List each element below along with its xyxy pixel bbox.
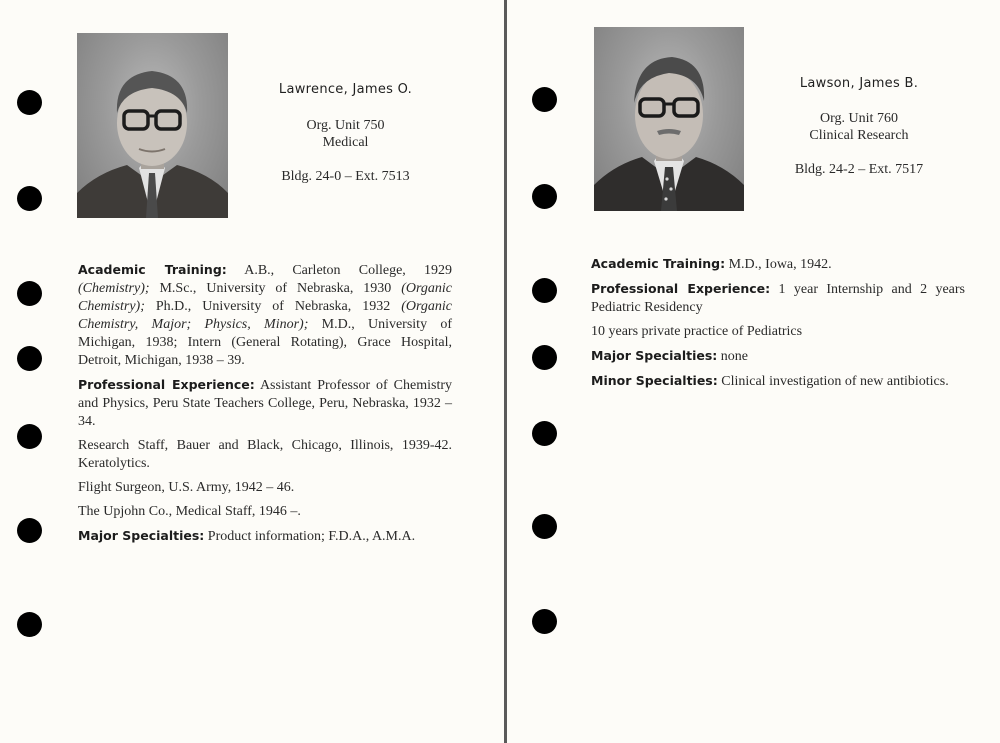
- academic-training-label: Academic Training:: [591, 256, 726, 271]
- left-binder-hole: [17, 518, 42, 543]
- left-binder-hole: [17, 281, 42, 306]
- right-binder-hole: [532, 421, 557, 446]
- experience-item: Research Staff, Bauer and Black, Chicago, Illinois, 1939-42. Keratolytics.: [78, 438, 452, 471]
- experience-item: 10 years private practice of Pediatrics: [591, 324, 803, 339]
- major-specialties: Major Specialties: none: [591, 348, 749, 364]
- major-specialties-label: Major Specialties:: [591, 348, 718, 363]
- employee-name: Lawrence, James O.: [278, 82, 413, 97]
- professional-experience: Professional Experience: 1 year Internship and 2 years Pediatric Residency: [591, 281, 966, 315]
- academic-training: Academic Training: A.B., Carleton College, 1929 (Chemistry); M.Sc., University of Nebraska, 1930 (Organic Chemistry); Ph.D., University of Nebraska, 1932 (Organic Chemistry, Major; Physics, Minor); M.D., University of Michigan, 1938; Intern (General Rotating), Grace Hospital, Detroit, Michigan, 1938 – 39.: [78, 262, 453, 368]
- bldg-ext: Bldg. 24-2 – Ext. 7517: [794, 162, 924, 177]
- major-specialties-label: Major Specialties:: [78, 528, 205, 543]
- org-info: [258, 117, 433, 185]
- biography: [591, 255, 965, 397]
- minor-specialties-label: Minor Specialties:: [591, 373, 718, 388]
- left-binder-hole: [17, 346, 42, 371]
- page-gutter: [504, 0, 507, 743]
- portrait-photo: [594, 27, 744, 211]
- right-binder-hole: [532, 514, 557, 539]
- employee-name: Lawson, James B.: [799, 76, 919, 91]
- left-binder-hole: [17, 90, 42, 115]
- professional-experience-label: Professional Experience:: [78, 377, 255, 392]
- left-binder-hole: [17, 612, 42, 637]
- org-unit: Org. Unit 750: [306, 118, 385, 133]
- right-binder-hole: [532, 609, 557, 634]
- experience-item: Flight Surgeon, U.S. Army, 1942 – 46.: [78, 480, 295, 495]
- left-binder-hole: [17, 424, 42, 449]
- major-specialties: Major Specialties: Product information; F.D.A., A.M.A.: [78, 528, 416, 544]
- department: Medical: [322, 135, 369, 150]
- experience-item: The Upjohn Co., Medical Staff, 1946 –.: [78, 504, 301, 519]
- professional-experience: Professional Experience: Assistant Professor of Chemistry and Physics, Peru State Teachers College, Peru, Nebraska, 1932 – 34.: [78, 377, 453, 429]
- right-binder-hole: [532, 87, 557, 112]
- minor-specialties: Minor Specialties: Clinical investigation of new antibiotics.: [591, 373, 949, 389]
- biography: [78, 261, 452, 552]
- academic-training: Academic Training: M.D., Iowa, 1942.: [591, 256, 832, 272]
- right-binder-hole: [532, 278, 557, 303]
- right-binder-hole: [532, 184, 557, 209]
- academic-training-label: Academic Training:: [78, 262, 227, 277]
- bldg-ext: Bldg. 24-0 – Ext. 7513: [281, 169, 410, 184]
- org-unit: Org. Unit 760: [820, 111, 898, 126]
- right-binder-hole: [532, 345, 557, 370]
- department: Clinical Research: [809, 128, 909, 143]
- org-info: [773, 110, 945, 178]
- portrait-photo: [77, 33, 228, 218]
- professional-experience-label: Professional Experience:: [591, 281, 771, 296]
- left-binder-hole: [17, 186, 42, 211]
